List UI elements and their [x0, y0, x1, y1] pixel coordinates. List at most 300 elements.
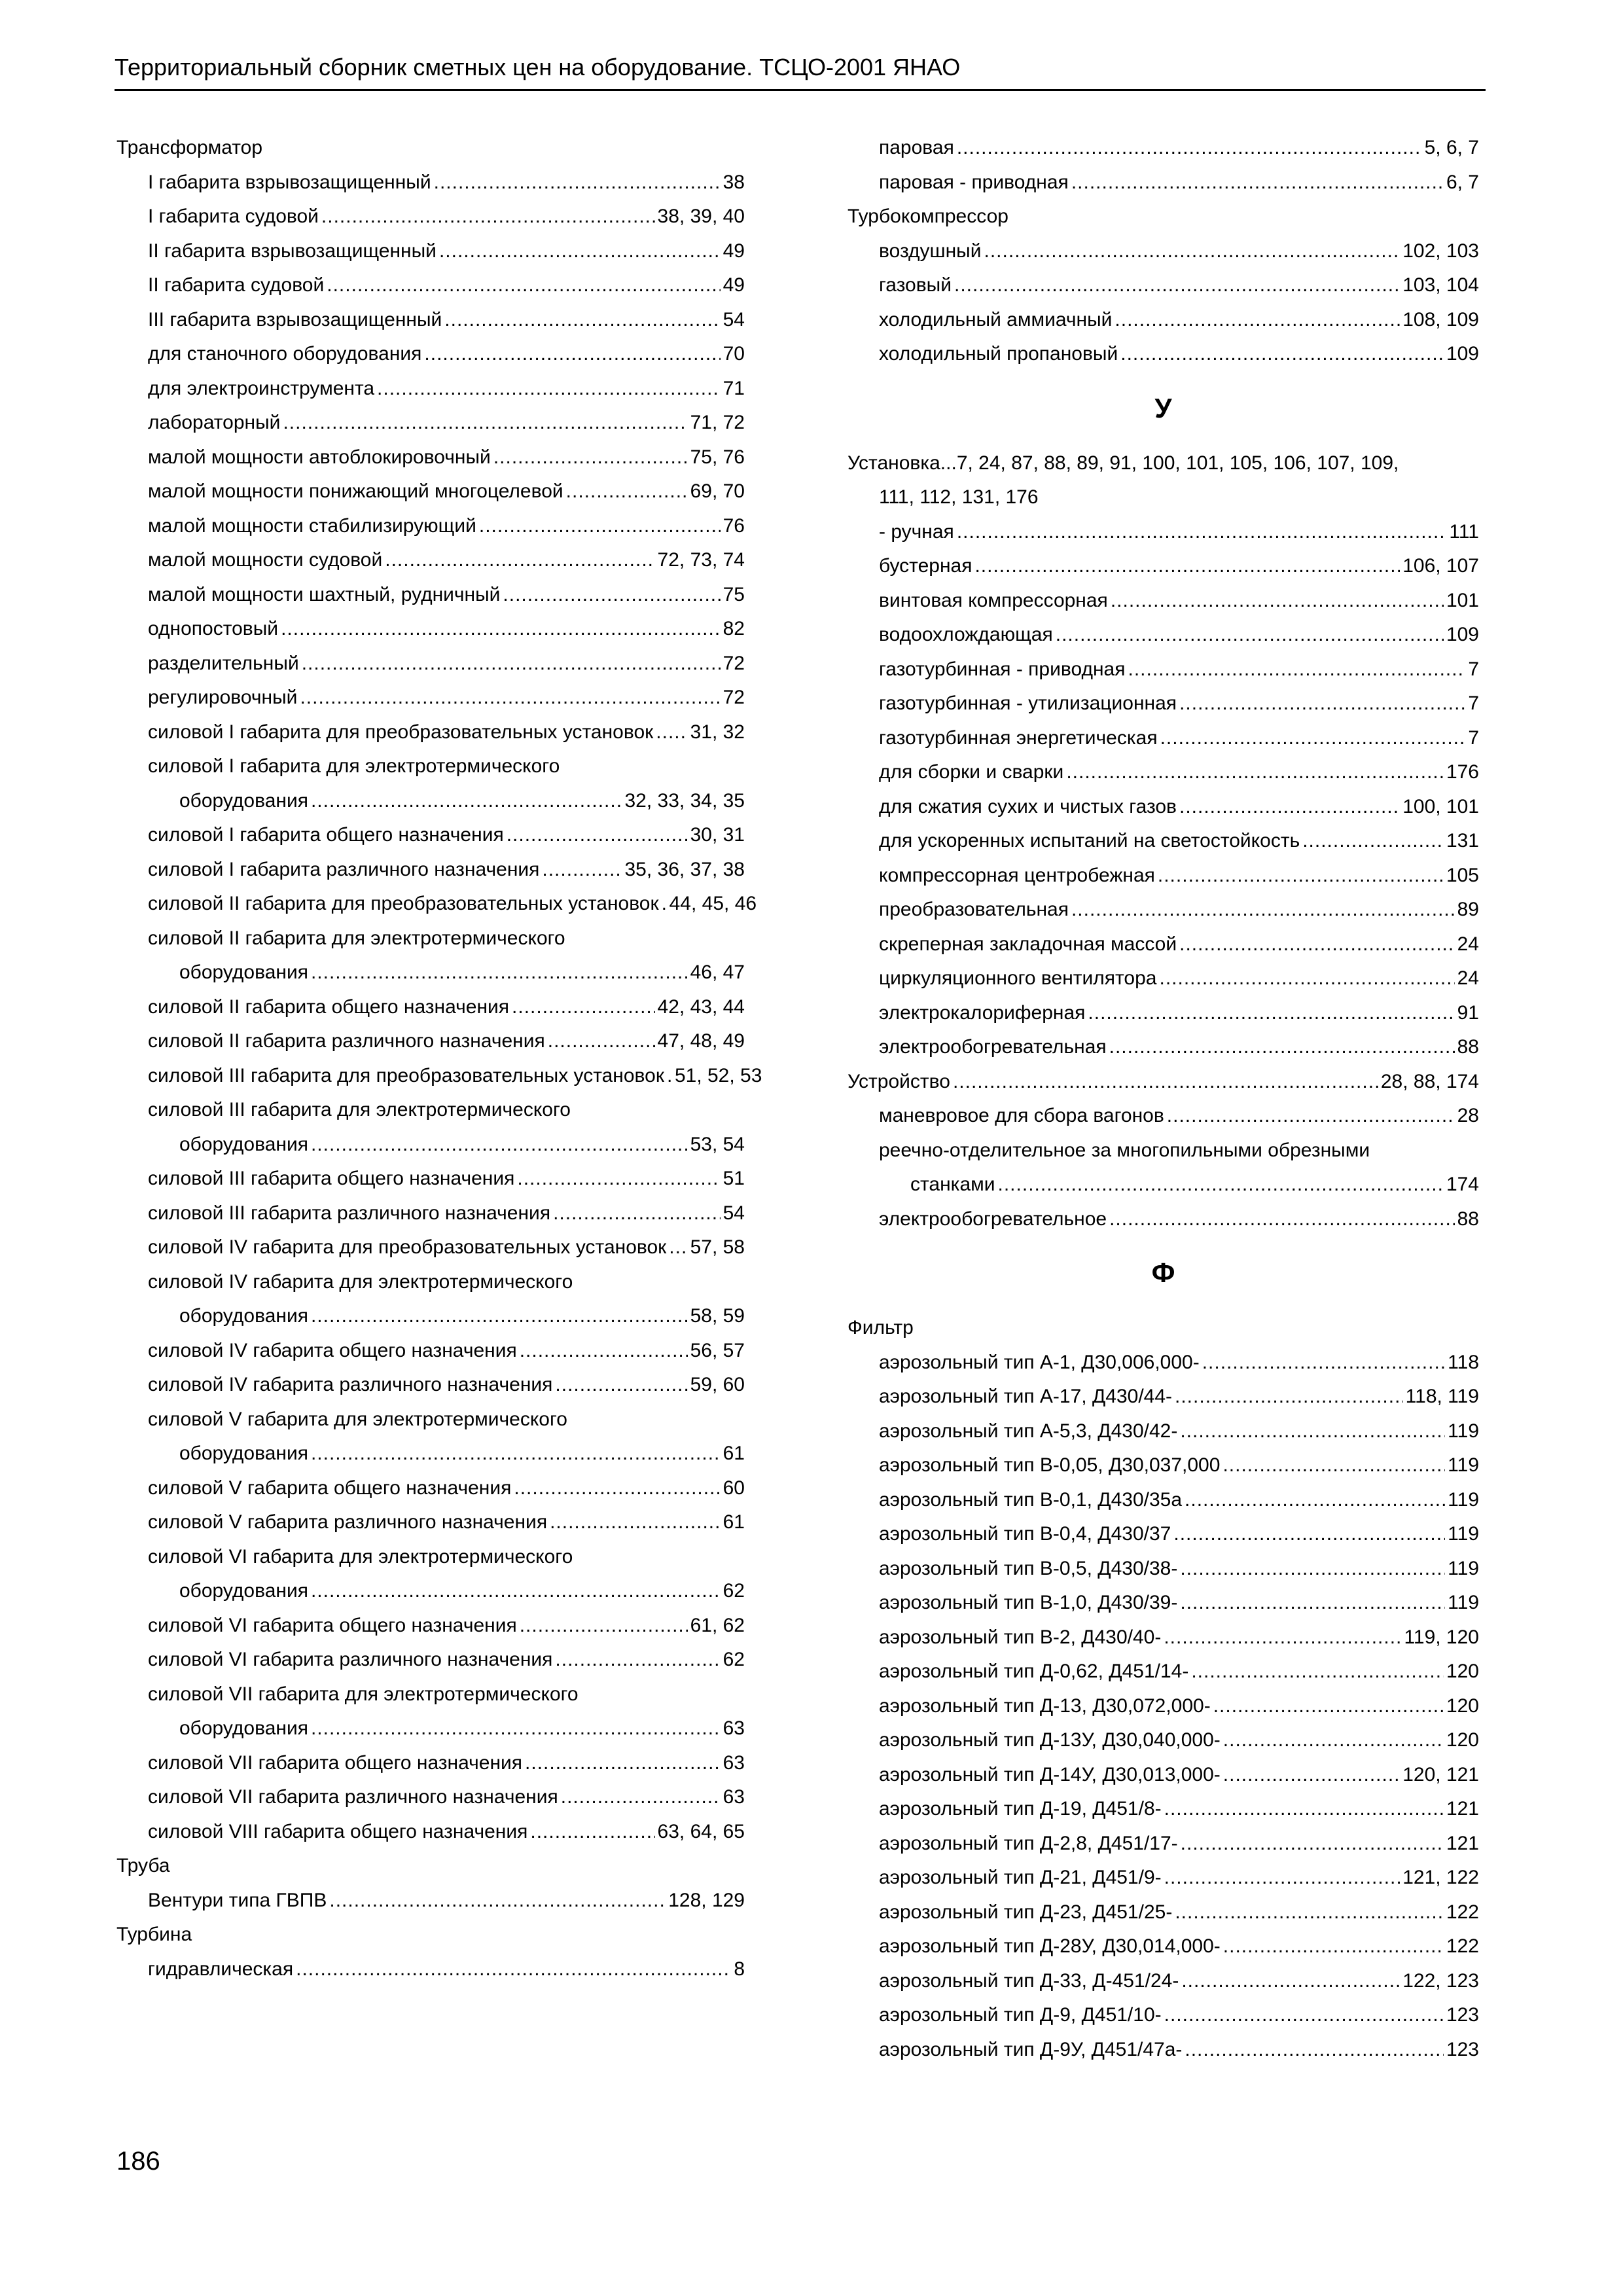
index-entry-sub: [847, 1202, 1479, 1237]
entry-pages: 101: [1446, 589, 1479, 611]
entry-pages: 88: [1457, 1208, 1479, 1230]
entry-term: силовой II габарита различного назначения: [148, 1030, 545, 1052]
entry-line: [148, 1746, 745, 1781]
entry-pages: 91: [1457, 1001, 1479, 1024]
dot-leader: [1180, 1586, 1445, 1621]
entry-line: [148, 1505, 745, 1540]
entry-term: аэрозольный тип Д-23, Д451/25-: [879, 1901, 1173, 1923]
dot-leader: [311, 1712, 721, 1746]
dot-leader: [662, 887, 667, 922]
entry-line: [148, 956, 745, 990]
entry-pages: 122: [1446, 1935, 1479, 1957]
index-entry-sub: [847, 859, 1479, 893]
entry-pages: 72: [722, 652, 745, 674]
entry-term-continued: оборудования: [179, 1305, 308, 1327]
index-entry-main: [116, 1918, 745, 1952]
entry-term: силовой V габарита общего назначения: [148, 1477, 512, 1499]
entry-pages: 72, 73, 74: [657, 549, 745, 571]
entry-line: [148, 1780, 745, 1815]
entry-term: силовой III габарита различного назначения: [148, 1202, 551, 1224]
entry-line: [148, 1162, 745, 1196]
dot-leader: [321, 200, 655, 234]
dot-leader: [667, 1059, 672, 1094]
dot-leader: [1056, 618, 1444, 653]
dot-leader: [1302, 824, 1444, 859]
dot-leader: [553, 1196, 721, 1231]
entry-pages: 174: [1446, 1174, 1479, 1195]
entry-term: аэрозольный тип В-0,05, Д30,037,000: [879, 1454, 1221, 1476]
entry-line: [879, 1168, 1479, 1202]
entry-pages: 38, 39, 40: [657, 206, 745, 227]
dot-leader: [548, 1024, 655, 1059]
entry-line: [148, 268, 745, 303]
dot-leader: [327, 268, 720, 303]
entry-term: силовой I габарита для преобразовательных установок: [148, 721, 654, 743]
entry-term-continued: оборудования: [179, 961, 308, 983]
entry-term: силовой III габарита для преобразовательных установок: [148, 1064, 664, 1086]
index-entry-sub: [116, 1059, 762, 1094]
entry-line: [879, 824, 1479, 859]
dot-leader: [984, 234, 1400, 269]
entry-term: аэрозольный тип В-1,0, Д430/39-: [879, 1592, 1178, 1613]
entry-pages: 109: [1446, 343, 1479, 365]
entry-pages: 75, 76: [690, 446, 745, 468]
entry-line: [148, 612, 745, 647]
entry-term: силовой V габарита различного назначения: [148, 1511, 548, 1533]
entry-term: аэрозольный тип Д-0,62, Д451/14-: [879, 1660, 1189, 1682]
entry-pages: 72: [722, 687, 745, 708]
entry-line: [879, 1861, 1479, 1895]
entry-pages: 44, 45, 46: [669, 893, 757, 914]
dot-leader: [517, 1162, 720, 1196]
dot-leader: [1066, 755, 1444, 790]
entry-term: воздушный: [879, 240, 982, 262]
entry-pages: 119: [1448, 1454, 1479, 1476]
index-entry-sub: [116, 406, 745, 440]
index-entry-sub: [116, 1093, 745, 1162]
entry-line: [879, 549, 1479, 584]
page-number: 186: [116, 2147, 160, 2176]
section-letter: У: [1154, 392, 1172, 423]
index-entry-sub: [847, 1099, 1479, 1134]
entry-term: Турбина: [116, 1924, 192, 1945]
index-entry-sub: [847, 653, 1479, 687]
entry-pages: 28: [1457, 1105, 1479, 1126]
entry-term: силовой III габарита общего назначения: [148, 1168, 515, 1189]
dot-leader: [542, 853, 622, 888]
entry-line: [879, 790, 1479, 825]
entry-term: аэрозольный тип Д-13У, Д30,040,000-: [879, 1729, 1221, 1751]
dot-leader: [1160, 721, 1466, 756]
dot-leader: [520, 1609, 688, 1643]
entry-line: [148, 1368, 745, 1403]
entry-term: аэрозольный тип Д-13, Д30,072,000-: [879, 1695, 1211, 1717]
entry-line: [847, 1065, 1479, 1100]
index-entry-sub: [116, 475, 745, 509]
entry-pages: 71: [722, 377, 745, 399]
entry-pages: 63: [722, 1786, 745, 1808]
index-entry-sub: [847, 1827, 1479, 1861]
entry-line: [879, 1827, 1479, 1861]
entry-term: аэрозольный тип Д-21, Д451/9-: [879, 1867, 1162, 1888]
index-entry-sub: [847, 166, 1479, 200]
entry-term: для ускоренных испытаний на светостойкость: [879, 830, 1300, 852]
dot-leader: [479, 509, 721, 544]
index-entry-sub: [116, 440, 745, 475]
entry-term: компрессорная центробежная: [879, 864, 1155, 886]
entry-line: [879, 1414, 1479, 1449]
entry-term: силовой VII габарита различного назначения: [148, 1786, 558, 1808]
entry-pages: 119: [1448, 1523, 1479, 1545]
entry-pages: 121: [1446, 1832, 1479, 1854]
entry-line: [148, 784, 745, 819]
entry-term: - ручная: [879, 520, 954, 543]
entry-term: для сжатия сухих и чистых газов: [879, 795, 1177, 817]
dot-leader: [1180, 1414, 1445, 1449]
entry-term: силовой I габарита для электротермического: [148, 755, 560, 777]
dot-leader: [311, 1299, 688, 1334]
entry-line: [148, 166, 745, 200]
entry-line: [879, 1517, 1479, 1552]
entry-term: аэрозольный тип А-1, Д30,006,000-: [879, 1351, 1200, 1373]
entry-term: силовой I габарита различного назначения: [148, 858, 540, 880]
index-entry-sub: [116, 166, 745, 200]
dot-leader: [329, 1884, 666, 1918]
dot-leader: [1181, 1964, 1400, 1999]
entry-term: силовой IV габарита общего назначения: [148, 1339, 517, 1361]
entry-term: малой мощности судовой: [148, 549, 383, 571]
index-entry-sub: [116, 887, 757, 922]
entry-pages: 5, 6, 7: [1424, 137, 1479, 158]
index-column-right: [847, 131, 1479, 2067]
entry-line: [879, 1998, 1479, 2033]
dot-leader: [493, 440, 688, 475]
entry-pages: 42, 43, 44: [657, 996, 745, 1018]
dot-leader: [1088, 996, 1454, 1031]
entry-pages: 54: [722, 308, 745, 331]
entry-line: [879, 1202, 1479, 1237]
entry-term: гидравлическая: [148, 1958, 294, 1980]
entry-line: [879, 618, 1479, 653]
index-entry-sub: [116, 1265, 745, 1334]
index-entry-sub: [116, 268, 745, 303]
entry-pages: 119: [1448, 1420, 1479, 1442]
entry-pages: 61: [722, 1511, 745, 1533]
entry-term: аэрозольный тип В-2, Д430/40-: [879, 1626, 1162, 1648]
entry-pages: 105: [1446, 864, 1479, 886]
entry-pages: 75: [722, 583, 745, 605]
entry-term: силовой V габарита для электротермического: [148, 1408, 567, 1430]
entry-term-continued: оборудования: [179, 789, 308, 812]
entry-term: аэрозольный тип А-5,3, Д430/42-: [879, 1420, 1178, 1442]
entry-line: [879, 1552, 1479, 1587]
entry-pages: 108, 109: [1402, 308, 1479, 331]
entry-line: [148, 1574, 745, 1609]
entry-pages: 51, 52, 53: [674, 1064, 762, 1086]
index-entry-sub: [116, 1609, 745, 1643]
index-entry-sub: [847, 618, 1479, 653]
entry-term: аэрозольный тип В-0,1, Д430/35а: [879, 1488, 1183, 1511]
entry-line: [148, 303, 745, 338]
index-entry-sub: [116, 922, 745, 990]
index-entry-sub: [847, 1448, 1479, 1483]
index-entry-sub: [847, 1861, 1479, 1895]
entry-line: [148, 475, 745, 509]
entry-line: [879, 893, 1479, 927]
entry-term: паровая: [879, 137, 954, 158]
index-entry-sub: [847, 549, 1479, 584]
dot-leader: [296, 1952, 731, 1987]
entry-line: [879, 1380, 1479, 1414]
entry-pages: 131: [1446, 830, 1479, 852]
dot-leader: [1202, 1346, 1445, 1380]
index-entry-sub: [847, 515, 1479, 550]
entry-pages: 69, 70: [690, 480, 745, 502]
dot-leader: [1179, 687, 1465, 721]
index-entry-main: [847, 1065, 1479, 1100]
index-entry-sub: [116, 1677, 745, 1746]
index-column-left: [116, 131, 762, 1986]
dot-leader: [1179, 790, 1400, 825]
entry-line: [116, 1849, 745, 1884]
entry-term: электрообогревательная: [879, 1036, 1107, 1058]
section-letter: Ф: [1151, 1257, 1175, 1288]
entry-line: [879, 268, 1479, 303]
entry-line: [879, 515, 1479, 550]
entry-term: винтовая компрессорная: [879, 589, 1108, 611]
dot-leader: [1159, 961, 1454, 996]
entry-term: силовой III габарита для электротермического: [148, 1099, 571, 1121]
entry-term: малой мощности стабилизирующий: [148, 514, 476, 537]
dot-leader: [1071, 893, 1455, 927]
index-entry-sub: [847, 996, 1479, 1031]
entry-term: для сборки и сварки: [879, 761, 1064, 783]
entry-pages: 7: [1468, 692, 1479, 714]
dot-leader: [561, 1780, 721, 1815]
entry-pages: 118, 119: [1405, 1386, 1479, 1407]
index-entry-sub: [847, 1346, 1479, 1380]
entry-line: [148, 1024, 745, 1059]
entry-pages: 58, 59: [690, 1305, 745, 1327]
entry-pages: 82: [722, 618, 745, 639]
entry-term: силовой VI габарита общего назначения: [148, 1614, 517, 1636]
dot-leader: [311, 784, 622, 819]
entry-line: [879, 1586, 1479, 1621]
entry-term: скреперная закладочная массой: [879, 933, 1177, 955]
dot-leader: [311, 1574, 721, 1609]
entry-line: [148, 1643, 745, 1677]
entry-term: электрообогревательное: [879, 1208, 1107, 1230]
entry-term: силовой VI габарита для электротермического: [148, 1545, 573, 1568]
entry-line: [148, 1712, 745, 1746]
entry-pages: 121, 122: [1402, 1867, 1479, 1888]
entry-pages: 120: [1446, 1729, 1479, 1751]
dot-leader: [1223, 1929, 1444, 1964]
dot-leader: [1222, 1448, 1445, 1483]
entry-term: электрокалориферная: [879, 1001, 1086, 1024]
index-entry-sub: [116, 1230, 745, 1265]
entry-line: [148, 1230, 745, 1265]
index-entry-sub: [847, 755, 1479, 790]
entry-term: силовой II габарита для преобразовательных установок: [148, 893, 659, 914]
entry-pages: 123: [1446, 2038, 1479, 2060]
entry-pages: 89: [1457, 899, 1479, 920]
index-entry-sub: [847, 1134, 1479, 1202]
index-entry-sub: [847, 1621, 1479, 1655]
dot-leader: [1223, 1758, 1400, 1793]
index-entry-sub: [116, 1334, 745, 1369]
entry-pages: 7, 24, 87, 88, 89, 91, 100, 101, 105, 106, 107, 109,: [956, 452, 1399, 474]
entry-line: [879, 1448, 1479, 1483]
index-entry-sub: [847, 1655, 1479, 1689]
dot-leader: [1213, 1689, 1444, 1724]
index-entry-sub: [847, 1758, 1479, 1793]
dot-leader: [1120, 337, 1444, 372]
entry-pages: 28, 88, 174: [1380, 1070, 1479, 1092]
dot-leader: [385, 543, 654, 578]
dot-leader: [953, 1065, 1378, 1100]
entry-term: Трансформатор: [116, 137, 263, 158]
entry-line: [148, 647, 745, 681]
dot-leader: [957, 515, 1447, 550]
entry-term: циркуляционного вентилятора: [879, 967, 1157, 989]
entry-pages: 122: [1446, 1901, 1479, 1923]
entry-term: силовой I габарита общего назначения: [148, 824, 504, 846]
index-entry-main: [847, 200, 1479, 234]
index-entry-sub: [116, 1746, 745, 1781]
index-entry-sub: [847, 303, 1479, 338]
index-entry-sub: [116, 990, 745, 1025]
entry-pages: 120: [1446, 1660, 1479, 1682]
dot-leader: [439, 234, 721, 269]
entry-term: бустерная: [879, 555, 972, 577]
entry-term: для электроинструмента: [148, 377, 375, 399]
entry-pages: 62: [722, 1580, 745, 1602]
entry-pages: 106, 107: [1402, 555, 1479, 577]
index-entry-sub: [116, 715, 745, 750]
entry-pages: 61, 62: [690, 1614, 745, 1636]
entry-pages: 111: [1449, 520, 1479, 543]
entry-pages: 63, 64, 65: [657, 1820, 745, 1842]
entry-line: [148, 372, 745, 406]
entry-line: [879, 721, 1479, 756]
entry-pages: 102, 103: [1402, 240, 1479, 262]
index-entry-sub: [847, 1998, 1479, 2033]
index-entry-sub: [116, 372, 745, 406]
index-entry-sub: [847, 1414, 1479, 1449]
index-entry-sub: [116, 749, 745, 818]
entry-line: [879, 337, 1479, 372]
entry-pages: 88: [1457, 1036, 1479, 1058]
entry-term: паровая - приводная: [879, 171, 1069, 193]
index-entry-main: [116, 1849, 745, 1884]
entry-term: аэрозольный тип Д-9, Д451/10-: [879, 2004, 1162, 2026]
entry-pages: 119, 120: [1404, 1626, 1479, 1648]
entry-term: разделительный: [148, 652, 299, 674]
entry-line: [879, 687, 1479, 721]
index-entry-main: [116, 131, 745, 166]
dot-leader: [520, 1334, 688, 1369]
entry-line: [148, 1952, 745, 1987]
entry-line: [116, 1918, 745, 1952]
entry-line: [148, 853, 745, 888]
entry-term: малой мощности шахтный, рудничный: [148, 583, 501, 605]
entry-pages: 128, 129: [668, 1889, 745, 1911]
dot-leader: [1191, 1655, 1444, 1689]
entry-term: аэрозольный тип Д-33, Д-451/24-: [879, 1969, 1179, 1992]
index-entry-sub: [847, 1723, 1479, 1758]
entry-term: силовой VII габарита для электротермического: [148, 1683, 579, 1705]
entry-line: [879, 961, 1479, 996]
entry-term: малой мощности понижающий многоцелевой: [148, 480, 563, 502]
index-entry-sub: [116, 1162, 745, 1196]
entry-line: [148, 1334, 745, 1369]
index-entry-sub: [847, 1030, 1479, 1065]
entry-line: [148, 715, 745, 750]
entry-term: II габарита судовой: [148, 274, 325, 296]
index-entry-sub: [116, 1884, 745, 1918]
index-entry-sub: [116, 1952, 745, 1987]
entry-pages: 49: [722, 274, 745, 296]
entry-pages: 49: [722, 240, 745, 262]
dot-leader: [424, 337, 720, 372]
dot-leader: [525, 1746, 721, 1781]
index-entry-sub: [116, 1540, 745, 1609]
entry-line: [847, 446, 1479, 481]
entry-pages: 56, 57: [690, 1339, 745, 1361]
dot-leader: [1181, 1827, 1444, 1861]
index-entry-sub: [847, 687, 1479, 721]
index-entry-sub: [116, 1505, 745, 1540]
entry-line: [879, 1792, 1479, 1827]
entry-term: силовой IV габарита для электротермического: [148, 1270, 573, 1293]
entry-pages: 53, 54: [690, 1133, 745, 1155]
dot-leader: [444, 303, 720, 338]
entry-pages: 71, 72: [690, 412, 745, 433]
entry-term: аэрозольный тип В-0,4, Д430/37: [879, 1523, 1171, 1545]
index-entry-sub: [116, 1780, 745, 1815]
entry-line: [879, 234, 1479, 269]
entry-line: [148, 440, 745, 475]
entry-line: [148, 1471, 745, 1506]
entry-line: [879, 2033, 1479, 2068]
index-entry-sub: [116, 853, 745, 888]
index-entry-sub: [116, 200, 745, 234]
entry-term: реечно-отделительное за многопильными обрезными: [879, 1139, 1370, 1161]
dot-leader: [1175, 1895, 1444, 1930]
dot-leader: [555, 1643, 720, 1677]
entry-line: [148, 509, 745, 544]
entry-pages: 109: [1446, 624, 1479, 645]
dot-leader: [1185, 2033, 1444, 2068]
entry-term-continued: оборудования: [179, 1717, 308, 1739]
entry-pages: 47, 48, 49: [657, 1030, 745, 1052]
dot-leader: [550, 1505, 721, 1540]
index-entry-sub: [116, 303, 745, 338]
dot-leader: [507, 818, 688, 853]
index-entry-sub: [116, 612, 745, 647]
entry-line: [148, 406, 745, 440]
index-entry-sub: [847, 927, 1479, 962]
index-entry-sub: [847, 824, 1479, 859]
dot-leader: [1111, 584, 1444, 619]
entry-line: [879, 1689, 1479, 1724]
entry-line: [847, 200, 1479, 234]
entry-pages: 103, 104: [1402, 274, 1479, 296]
dot-leader: [311, 1437, 721, 1471]
entry-line: [148, 234, 745, 269]
entry-term: для станочного оборудования: [148, 343, 422, 365]
